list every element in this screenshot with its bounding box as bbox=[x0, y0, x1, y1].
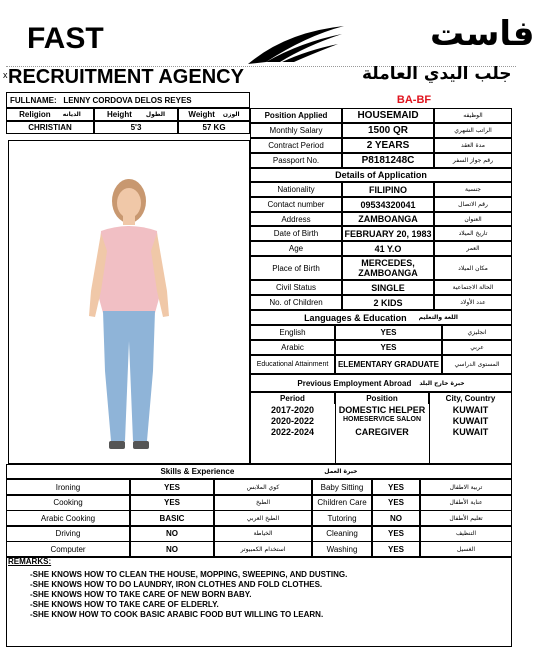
detail-label: Nationality bbox=[250, 182, 342, 197]
detail-value: FEBRUARY 20, 1983 bbox=[342, 226, 434, 241]
lang-label: Arabic bbox=[250, 340, 335, 355]
detail-value: 41 Y.O bbox=[342, 241, 434, 256]
salary-ar: الراتب الشهري bbox=[434, 123, 512, 138]
detail-value: 09534320041 bbox=[342, 197, 434, 212]
col-city: City, Country bbox=[429, 392, 512, 404]
skill-r-ar: تربية الاطفال bbox=[420, 479, 512, 495]
detail-ar: العنوان bbox=[434, 212, 512, 226]
detail-value: SINGLE bbox=[342, 280, 434, 295]
salary-value: 1500 QR bbox=[342, 123, 434, 138]
emp-city: KUWAIT bbox=[452, 416, 489, 426]
detail-label: Contact number bbox=[250, 197, 342, 212]
skill-l-value: BASIC bbox=[130, 510, 214, 526]
skill-l-label: Driving bbox=[6, 526, 130, 542]
position-ar: الوظيفه bbox=[434, 108, 512, 123]
lang-label: English bbox=[250, 325, 335, 340]
passport-ar: رقم جواز السفر bbox=[434, 153, 512, 168]
detail-label: Date of Birth bbox=[250, 226, 342, 241]
emp-period: 2017-2020 bbox=[270, 405, 315, 415]
weight-label: Weight الوزن bbox=[178, 108, 250, 121]
remark-item: -SHE KNOWS HOW TO TAKE CARE OF NEW BORN BABY. bbox=[30, 590, 252, 599]
agency-en: RECRUITMENT AGENCY bbox=[8, 66, 244, 88]
remark-item: -SHE KNOW HOW TO COOK BASIC ARABIC FOOD BUT WILLING TO LEARN. bbox=[30, 610, 324, 619]
emp-position: HOMESERVICE SALON bbox=[342, 416, 422, 423]
remark-item: -SHE KNOWS HOW TO DO LAUNDRY, IRON CLOTHES AND FOLD CLOTHES. bbox=[30, 580, 323, 589]
skill-r-value: YES bbox=[372, 526, 420, 542]
applicant-photo bbox=[8, 140, 250, 464]
skill-l-label: Ironing bbox=[6, 479, 130, 495]
contract-ar: مدة العقد bbox=[434, 138, 512, 153]
detail-label: Civil Status bbox=[250, 280, 342, 295]
position-value: HOUSEMAID bbox=[342, 108, 434, 123]
lang-value: ELEMENTARY GRADUATE bbox=[335, 355, 442, 374]
detail-value: ZAMBOANGA bbox=[342, 212, 434, 226]
fullname-value: LENNY CORDOVA DELOS REYES bbox=[63, 95, 192, 105]
skill-r-label: Baby Sitting bbox=[312, 479, 372, 495]
detail-label: No. of Children bbox=[250, 295, 342, 310]
emp-position: DOMESTIC HELPER bbox=[338, 405, 426, 415]
emp-period: 2022-2024 bbox=[270, 427, 315, 437]
detail-value: 2 KIDS bbox=[342, 295, 434, 310]
remark-item: -SHE KNOWS HOW TO CLEAN THE HOUSE, MOPPING, SWEEPING, AND DUSTING. bbox=[30, 570, 348, 579]
detail-ar: عدد الأولاد bbox=[434, 295, 512, 310]
contract-value: 2 YEARS bbox=[342, 138, 434, 153]
lang-ar: المستوى الدراسي bbox=[442, 355, 512, 374]
swoosh-logo bbox=[246, 22, 346, 66]
skill-r-label: Children Care bbox=[312, 495, 372, 511]
skill-r-value: YES bbox=[372, 495, 420, 511]
skill-r-label: Tutoring bbox=[312, 510, 372, 526]
brand-en: FAST bbox=[27, 22, 104, 55]
details-title: Details of Application bbox=[250, 168, 512, 182]
contract-label: Contract Period bbox=[250, 138, 342, 153]
skill-l-ar: الطبخ العربي bbox=[214, 510, 312, 526]
skill-l-label: Computer bbox=[6, 541, 130, 557]
skill-l-value: NO bbox=[130, 541, 214, 557]
lang-value: YES bbox=[335, 325, 442, 340]
skill-r-label: Cleaning bbox=[312, 526, 372, 542]
religion-label: Religion الديانه bbox=[6, 108, 94, 121]
skill-r-value: YES bbox=[372, 541, 420, 557]
employment-title: Previous Employment Abroad خبرة خارج البلد bbox=[250, 374, 512, 392]
detail-ar: مكان الميلاد bbox=[434, 256, 512, 280]
skill-l-label: Arabic Cooking bbox=[6, 510, 130, 526]
detail-value: FILIPINO bbox=[342, 182, 434, 197]
detail-ar: تاريخ الميلاد bbox=[434, 226, 512, 241]
col-period: Period bbox=[250, 392, 335, 404]
remarks-list bbox=[30, 570, 347, 620]
languages-title: Languages & Education اللغة والتعليم bbox=[250, 310, 512, 325]
skills-title: Skills & Experience خبرة العمل bbox=[6, 464, 512, 479]
remarks-label: REMARKS: bbox=[8, 557, 52, 566]
skill-l-ar: كوي الملابس bbox=[214, 479, 312, 495]
skill-l-ar: الخياطة bbox=[214, 526, 312, 542]
fullname-label: FULLNAME: bbox=[10, 95, 57, 105]
detail-ar: جنسية bbox=[434, 182, 512, 197]
lang-value: YES bbox=[335, 340, 442, 355]
detail-ar: الحالة الاجتماعية bbox=[434, 280, 512, 295]
skill-r-label: Washing bbox=[312, 541, 372, 557]
detail-label: Address bbox=[250, 212, 342, 226]
detail-ar: رقم الاتصال bbox=[434, 197, 512, 212]
skill-l-value: NO bbox=[130, 526, 214, 542]
height-value: 5'3 bbox=[94, 121, 178, 134]
position-label: Position Applied bbox=[250, 108, 342, 123]
lang-ar: عربي bbox=[442, 340, 512, 355]
brand-ar: فاست bbox=[430, 14, 534, 54]
emp-position: CAREGIVER bbox=[355, 427, 409, 437]
lang-ar: انجليزي bbox=[442, 325, 512, 340]
skill-l-label: Cooking bbox=[6, 495, 130, 511]
passport-label: Passport No. bbox=[250, 153, 342, 168]
emp-city: KUWAIT bbox=[452, 405, 489, 415]
skill-r-ar: الغسيل bbox=[420, 541, 512, 557]
code-badge: BA-BF bbox=[396, 94, 432, 106]
weight-value: 57 KG bbox=[178, 121, 250, 134]
skill-r-value: YES bbox=[372, 479, 420, 495]
skill-r-value: NO bbox=[372, 510, 420, 526]
detail-label: Age bbox=[250, 241, 342, 256]
close-mark: x bbox=[3, 70, 8, 80]
skill-r-ar: التنظيف bbox=[420, 526, 512, 542]
emp-period: 2020-2022 bbox=[270, 416, 315, 426]
remark-item: -SHE KNOWS HOW TO TAKE CARE OF ELDERLY. bbox=[30, 600, 219, 609]
lang-label: Educational Attainment bbox=[250, 355, 335, 374]
skill-l-value: YES bbox=[130, 479, 214, 495]
detail-ar: العمر bbox=[434, 241, 512, 256]
emp-city: KUWAIT bbox=[452, 427, 489, 437]
skill-l-ar: الطبخ bbox=[214, 495, 312, 511]
height-label: Height الطول bbox=[94, 108, 178, 121]
passport-value: P8181248C bbox=[342, 153, 434, 168]
skill-l-ar: استخدام الكمبيوتر bbox=[214, 541, 312, 557]
detail-value: MERCEDES, ZAMBOANGA bbox=[342, 256, 434, 280]
fullname-row bbox=[6, 92, 250, 108]
agency-ar: جلب اليدي العاملة bbox=[362, 64, 512, 84]
skill-r-ar: تعليم الأطفال bbox=[420, 510, 512, 526]
religion-value: CHRISTIAN bbox=[6, 121, 94, 134]
col-position: Position bbox=[335, 392, 429, 404]
detail-label: Place of Birth bbox=[250, 256, 342, 280]
skill-l-value: YES bbox=[130, 495, 214, 511]
salary-label: Monthly Salary bbox=[250, 123, 342, 138]
skill-r-ar: عناية الأطفال bbox=[420, 495, 512, 511]
